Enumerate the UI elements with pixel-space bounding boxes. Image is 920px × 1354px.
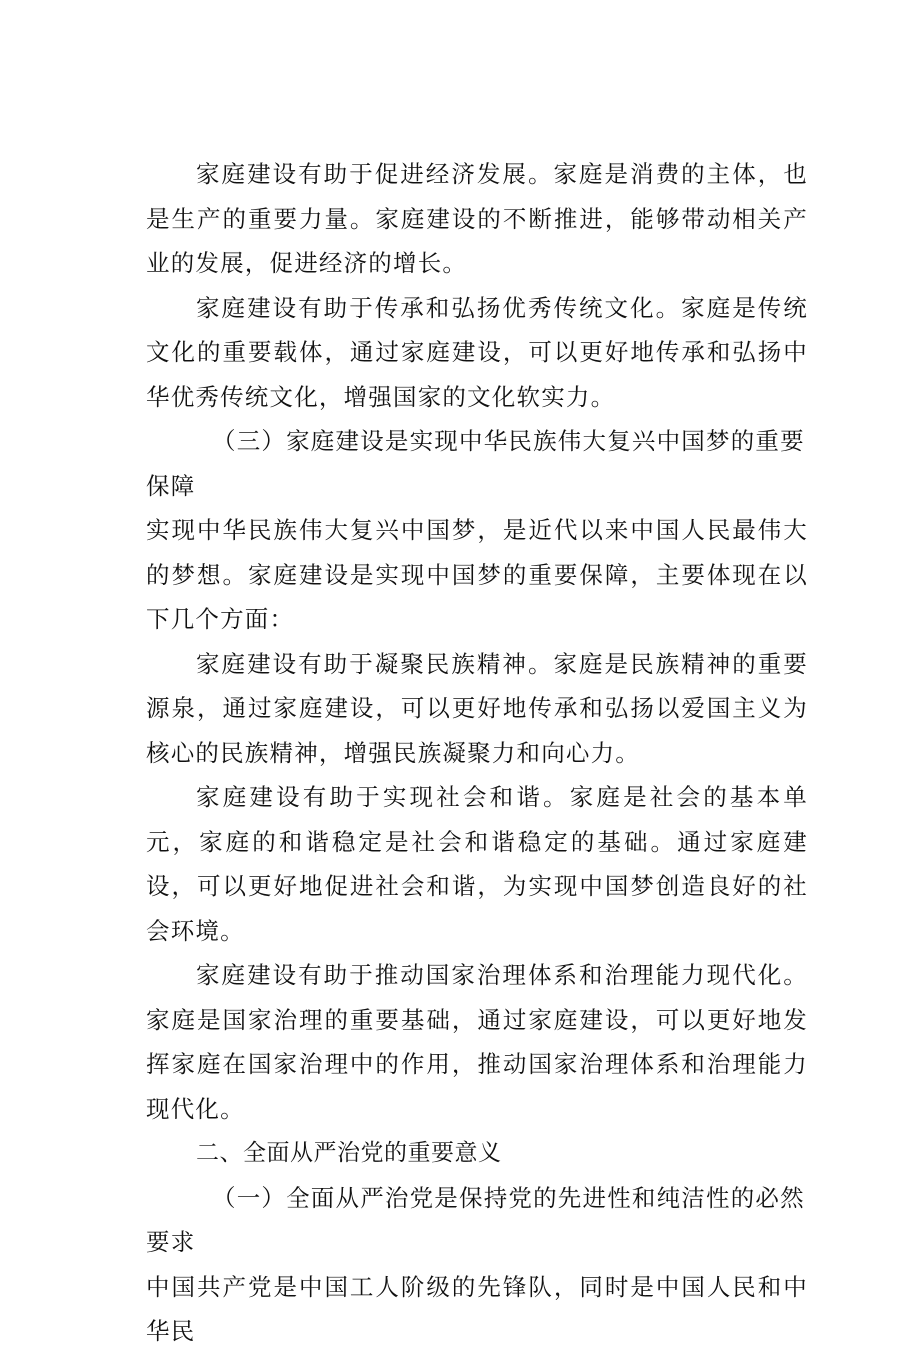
paragraph-economy: 家庭建设有助于促进经济发展。家庭是消费的主体，也是生产的重要力量。家庭建设的不断推进，能够带动相关产业的发展，促进经济的增长。 <box>146 160 808 277</box>
paragraph-governance: 家庭建设有助于推动国家治理体系和治理能力现代化。家庭是国家治理的重要基础，通过家庭建设，可以更好地发挥家庭在国家治理中的作用，推动国家治理体系和治理能力现代化。 <box>146 961 808 1123</box>
paragraph-culture: 家庭建设有助于传承和弘扬优秀传统文化。家庭是传统文化的重要载体，通过家庭建设，可以更好地传承和弘扬中华优秀传统文化，增强国家的文化软实力。 <box>146 293 808 411</box>
section-heading-party-discipline: 二、全面从严治党的重要意义 <box>196 1140 502 1166</box>
document-body <box>146 152 808 1354</box>
subheading-china-dream: （三）家庭建设是实现中华民族伟大复兴中国梦的重要保障 <box>146 427 805 500</box>
paragraph-national-spirit: 家庭建设有助于凝聚民族精神。家庭是民族精神的重要源泉，通过家庭建设，可以更好地传承和弘扬以爱国主义为核心的民族精神，增强民族凝聚力和向心力。 <box>146 649 808 767</box>
paragraph-vanguard: 中国共产党是中国工人阶级的先锋队，同时是中国人民和中华民 <box>146 1272 808 1345</box>
subheading-advanced-nature: （一）全面从严治党是保持党的先进性和纯洁性的必然要求 <box>146 1183 805 1256</box>
paragraph-china-dream-intro: 实现中华民族伟大复兴中国梦，是近代以来中国人民最伟大的梦想。家庭建设是实现中国梦的重要保障，主要体现在以下几个方面： <box>146 516 808 633</box>
paragraph-social-harmony: 家庭建设有助于实现社会和谐。家庭是社会的基本单元，家庭的和谐稳定是社会和谐稳定的基础。通过家庭建设，可以更好地促进社会和谐，为实现中国梦创造良好的社会环境。 <box>146 783 808 945</box>
